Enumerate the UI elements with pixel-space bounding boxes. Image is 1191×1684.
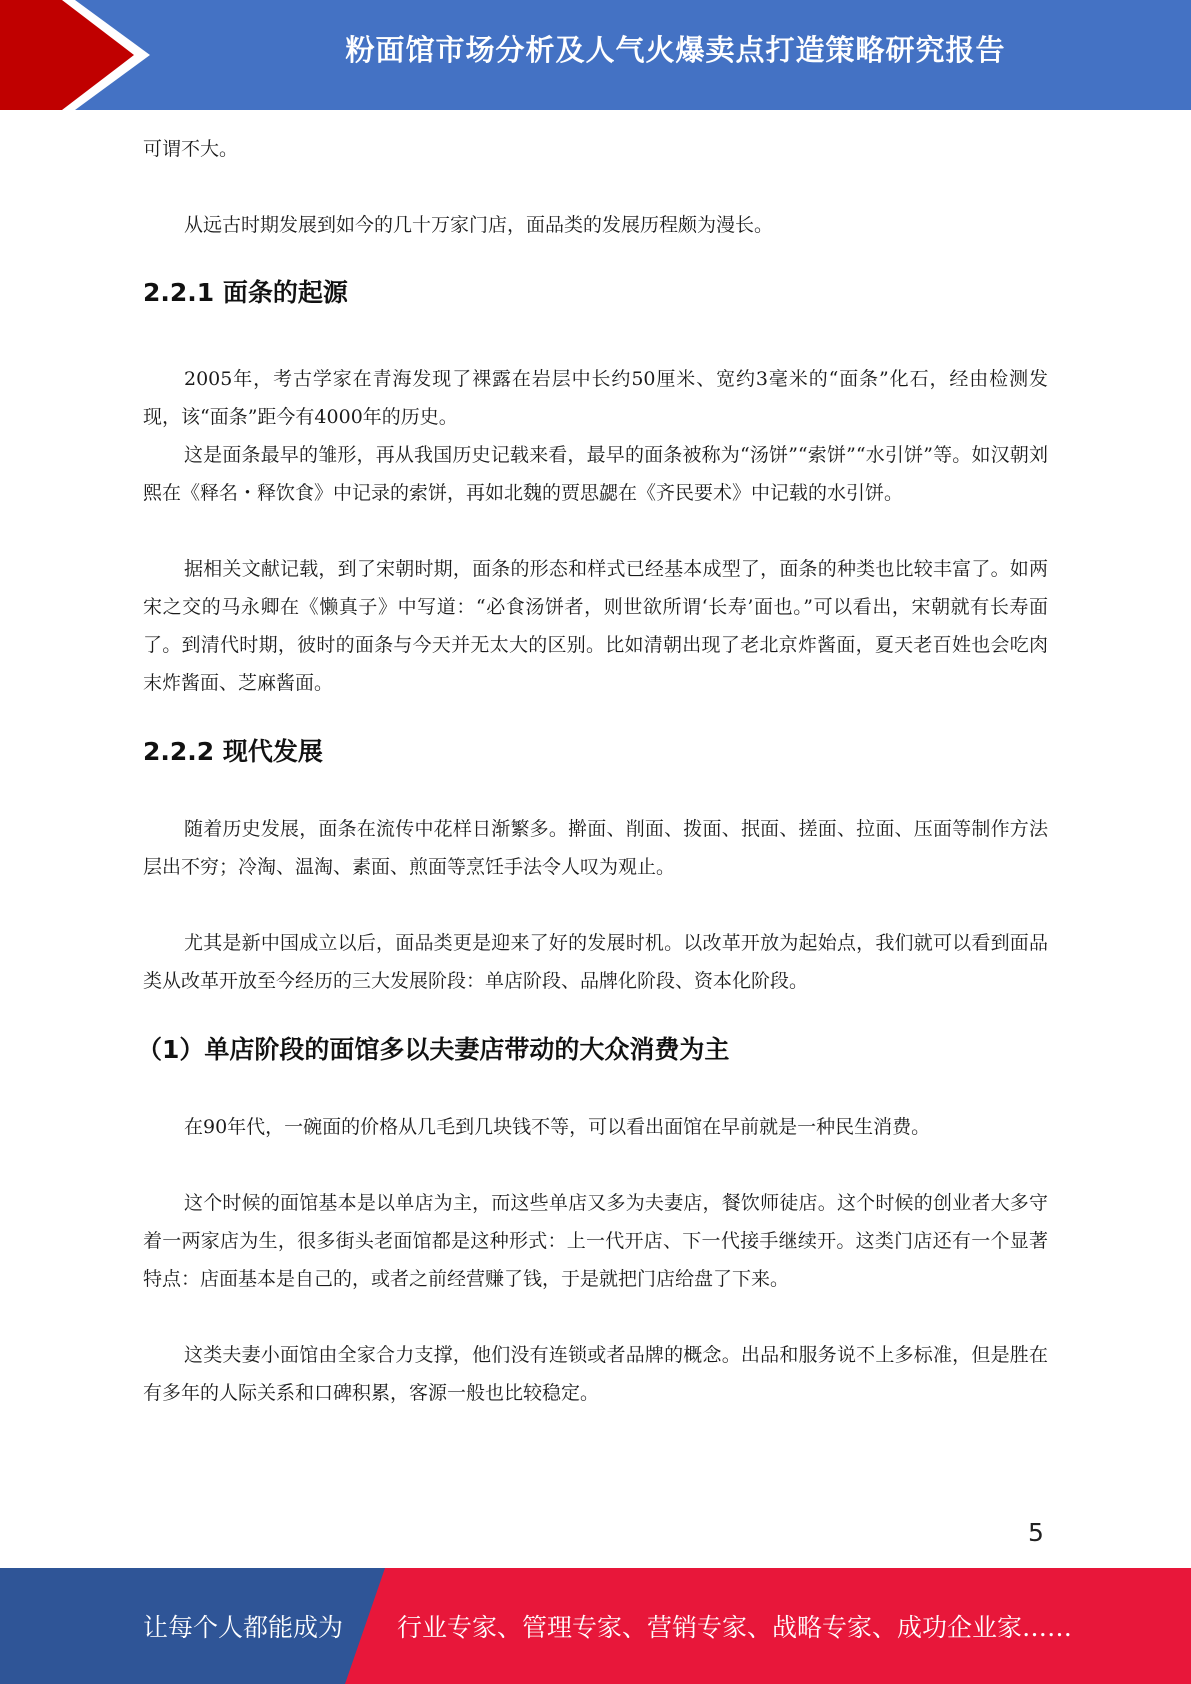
report-title: 粉面馆市场分析及人气火爆卖点打造策略研究报告 bbox=[345, 33, 1006, 67]
section-heading-2-2-2: 2.2.2 现代发展 bbox=[143, 737, 323, 766]
paragraph: 从远古时期发展到如今的几十万家门店，面品类的发展历程颇为漫长。 bbox=[184, 214, 774, 236]
paragraph: 可谓不大。 bbox=[143, 138, 239, 160]
paragraph: 这个时候的面馆基本是以单店为主，而这些单店又多为夫妻店，餐饮师徒店。这个时候的创业者大多守着一两家店为生，很多街头老面馆都是这种形式：上一代开店、下一代接手继续开。这类门店还有一个显著特点：店面基本是自己的，或者之前经营赚了钱，于是就把门店给盘了下来。 bbox=[143, 1192, 1048, 1290]
footer-slogan-right: 行业专家、管理专家、营销专家、战略专家、成功企业家…… bbox=[397, 1613, 1073, 1642]
paragraph: 这是面条最早的雏形，再从我国历史记载来看，最早的面条被称为“汤饼”“索饼”“水引饼”等。如汉朝刘熙在《释名・释饮食》中记录的索饼，再如北魏的贾思勰在《齐民要术》中记载的水引饼。 bbox=[143, 444, 1048, 504]
page-number: 5 bbox=[1028, 1518, 1044, 1547]
document-body bbox=[137, 130, 1048, 1412]
subsection-heading-stage-1: （1）单店阶段的面馆多以夫妻店带动的大众消费为主 bbox=[137, 1035, 730, 1064]
paragraph: 这类夫妻小面馆由全家合力支撑，他们没有连锁或者品牌的概念。出品和服务说不上多标准，但是胜在有多年的人际关系和口碑积累，客源一般也比较稳定。 bbox=[143, 1344, 1048, 1404]
page-header bbox=[0, 0, 1191, 110]
paragraph: 据相关文献记载，到了宋朝时期，面条的形态和样式已经基本成型了，面条的种类也比较丰富了。如两宋之交的马永卿在《懒真子》中写道：“必食汤饼者，则世欲所谓‘长寿’面也。”可以看出，宋朝就有长寿面了。到清代时期，彼时的面条与今天并无太大的区别。比如清朝出现了老北京炸酱面，夏天老百姓也会吃肉末炸酱面、芝麻酱面。 bbox=[143, 558, 1048, 694]
paragraph: 随着历史发展，面条在流传中花样日渐繁多。擀面、削面、拨面、抿面、搓面、拉面、压面等制作方法层出不穷；冷淘、温淘、素面、煎面等烹饪手法令人叹为观止。 bbox=[143, 818, 1048, 878]
paragraph: 2005年，考古学家在青海发现了裸露在岩层中长约50厘米、宽约3毫米的“面条”化石，经由检测发现，该“面条”距今有4000年的历史。 bbox=[143, 368, 1048, 428]
paragraph: 尤其是新中国成立以后，面品类更是迎来了好的发展时机。以改革开放为起始点，我们就可以看到面品类从改革开放至今经历的三大发展阶段：单店阶段、品牌化阶段、资本化阶段。 bbox=[143, 932, 1048, 992]
page-footer bbox=[0, 1568, 1191, 1684]
section-heading-2-2-1: 2.2.1 面条的起源 bbox=[143, 278, 348, 307]
header-chevron-icon bbox=[0, 0, 160, 110]
paragraph: 在90年代，一碗面的价格从几毛到几块钱不等，可以看出面馆在早前就是一种民生消费。 bbox=[184, 1116, 931, 1138]
footer-slogan-left: 让每个人都能成为 bbox=[143, 1613, 344, 1642]
